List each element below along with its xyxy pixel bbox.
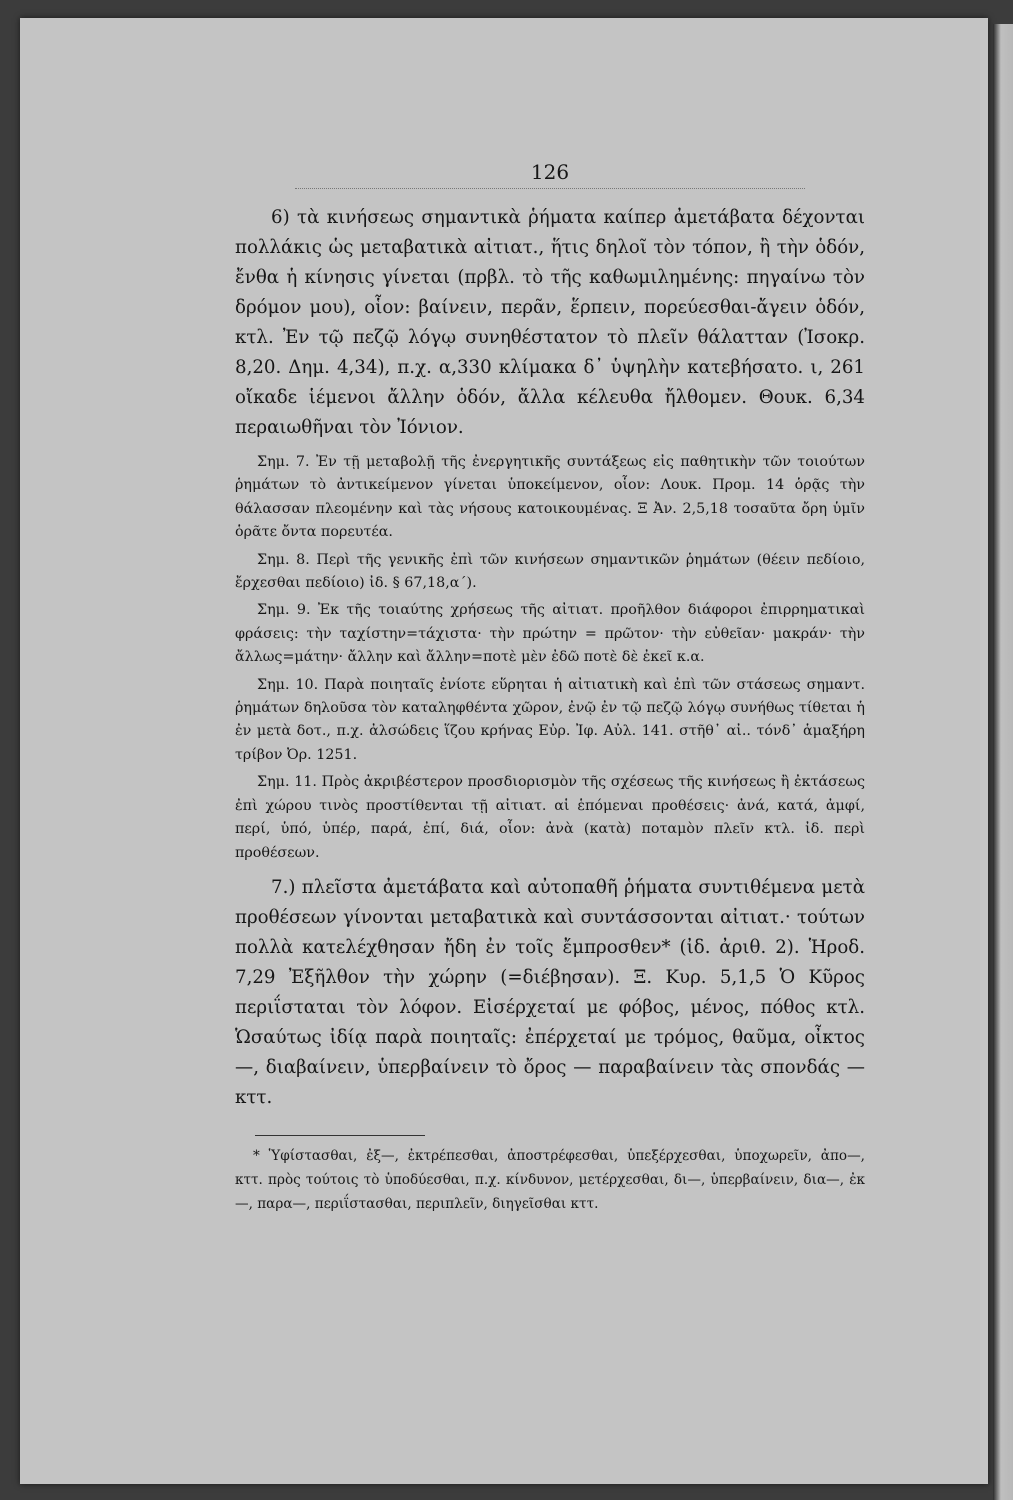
footnote-separator: [255, 1135, 425, 1136]
note-9: Σημ. 9. Ἐκ τῆς τοιαύτης χρήσεως τῆς αἰτιατ. προῆλθον διάφοροι ἐπιρρηματικαὶ φράσεις: τὴν ταχίστην=τάχιστα· τὴν πρώτην = πρῶτον· τὴν εὐθεῖαν· μακράν· τὴν ἄλλως=μάτην· ἄλλην καὶ ἄλλην=ποτὲ μὲν ἐδῶ ποτὲ δὲ ἐκεῖ κ.α.: [235, 602, 865, 666]
page-number: 126: [295, 160, 805, 189]
paragraph-7: 7.) πλεῖστα ἀμετάβατα καὶ αὐτοπαθῆ ῥήματα συντιθέμενα μετὰ προθέσεων γίνονται μεταβατικὰ καὶ συντάσσονται αἰτιατ.· τούτων πολλὰ κατελέχθησαν ἤδη ἐν τοῖς ἔμπροσθεν* (ἰδ. ἀριθ. 2). Ἡροδ. 7,29 Ἐξῆλθον τὴν χώρην (=διέβησαν). Ξ. Κυρ. 5,1,5 Ὁ Κῦρος περιΐσταται τὸν λόφον. Εἰσέρχεταί με φόβος, μένος, πόθος κτλ. Ὡσαύτως ἰδίᾳ παρὰ ποιηταῖς: ἐπέρχεταί με τρόμος, θαῦμα, οἶκτος —, διαβαίνειν, ὑπερβαίνειν τὸ ὄρος — παραβαίνειν τὰς σπονδάς — κττ.: [235, 876, 865, 1108]
note-11: Σημ. 11. Πρὸς ἀκριβέστερον προσδιορισμὸν τῆς σχέσεως τῆς κινήσεως ἢ ἐκτάσεως ἐπὶ χώρου τινὸς προστίθενται τῇ αἰτιατ. αἱ ἑπόμεναι προθέσεις· ἀνά, κατά, ἀμφί, περί, ὑπό, ὑπέρ, παρά, ἐπί, διά, οἷον: ἀνὰ (κατὰ) ποταμὸν πλεῖν κτλ. ἰδ. περὶ προθέσεων.: [235, 774, 865, 861]
footnote: * Ὑφίστασθαι, ἐξ—, ἐκτρέπεσθαι, ἀποστρέφεσθαι, ὑπεξέρχεσθαι, ὑποχωρεῖν, ἀπο—, κττ. πρὸς τούτοις τὸ ὑποδύεσθαι, π.χ. κίνδυνον, μετέρχεσθαι, δι—, ὑπερβαίνειν, δια—, ἐκ—, παρα—, περιΐστασθαι, περιπλεῖν, διηγεῖσθαι κττ.: [235, 1147, 865, 1212]
note-7: Σημ. 7. Ἐν τῇ μεταβολῇ τῆς ἐνεργητικῆς συντάξεως εἰς παθητικὴν τῶν τοιούτων ῥημάτων τὸ ἀντικείμενον γίνεται ὑποκείμενον, οἷον: Λουκ. Προμ. 14 ὁρᾷς τὴν θάλασσαν πλεομένην καὶ τὰς νήσους κατοικουμένας. Ξ Ἀν. 2,5,18 τοσαῦτα ὄρη ὑμῖν ὁρᾶτε ὄντα πορευτέα.: [235, 454, 865, 541]
note-8: Σημ. 8. Περὶ τῆς γενικῆς ἐπὶ τῶν κινήσεων σημαντικῶν ῥημάτων (θέειν πεδίοιο, ἔρχεσθαι πεδίοιο) ἰδ. § 67,18,α΄).: [235, 551, 865, 592]
paragraph-6: 6) τὰ κινήσεως σημαντικὰ ῥήματα καίπερ ἀμετάβατα δέχονται πολλάκις ὡς μεταβατικὰ αἰτιατ., ἥτις δηλοῖ τὸν τόπον, ἢ τὴν ὁδόν, ἔνθα ἡ κίνησις γίνεται (πρβλ. τὸ τῆς καθωμιλημένης: πηγαίνω τὸν δρόμον μου), οἷον: βαίνειν, περᾶν, ἕρπειν, πορεύεσθαι-ἄγειν ὁδόν, κτλ. Ἐν τῷ πεζῷ λόγῳ συνηθέστατον τὸ πλεῖν θάλατταν (Ἰσοκρ. 8,20. Δημ. 4,34), π.χ. α,330 κλίμακα δ᾽ ὑψηλὴν κατεβήσατο. ι, 261 οἴκαδε ἱέμενοι ἄλλην ὁδόν, ἄλλα κέλευθα ἤλθομεν. Θουκ. 6,34 περαιωθῆναι τὸν Ἰόνιον.: [235, 207, 865, 438]
text-block: [235, 160, 865, 1216]
adjacent-page-edge: [993, 24, 1013, 1500]
note-10: Σημ. 10. Παρὰ ποιηταῖς ἐνίοτε εὕρηται ἡ αἰτιατικὴ καὶ ἐπὶ τῶν στάσεως σημαντ. ῥημάτων δηλοῦσα τὸν καταληφθέντα χῶρον, ἐνῷ ἐν τῷ πεζῷ λόγῳ συνήθως τίθεται ἡ ἐν μετὰ δοτ., π.χ. ἀλσώδεις ἵζου κρήνας Εὐρ. Ἰφ. Αὐλ. 141. στῆθ᾽ αἰ.. τόνδ᾽ ἁμαξήρη τρίβον Ὀρ. 1251.: [235, 676, 865, 763]
